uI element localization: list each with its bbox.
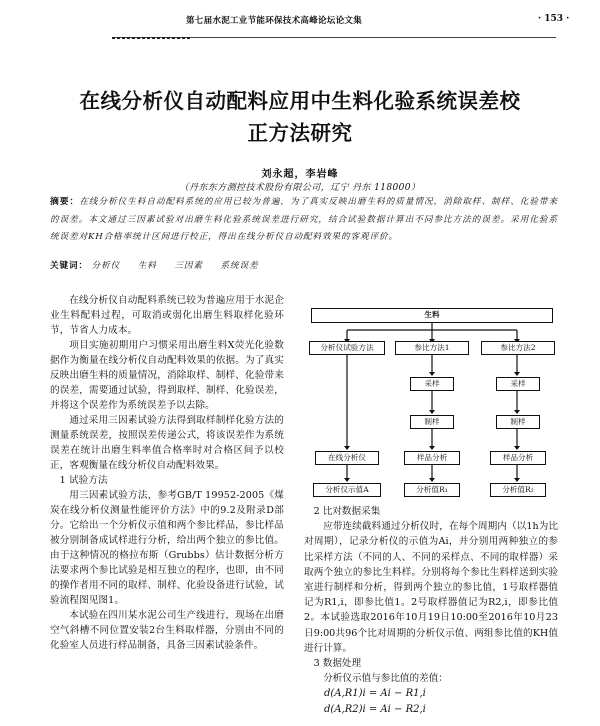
diagram-prep1-box: 制样: [410, 415, 454, 429]
diagram-ref-method2-box: 参比方法2: [481, 341, 555, 355]
diagram-analysis2-box: 样品分析: [490, 451, 546, 465]
section-heading: 3 数据处理: [313, 658, 362, 670]
diagram-analysis1-box: 样品分析: [404, 451, 460, 465]
diagram-analyzer-method-box: 分析仪试验方法: [309, 341, 385, 355]
paper-title-line2: 正方法研究: [247, 121, 353, 145]
keywords-label: 关键词：: [50, 261, 88, 271]
paper-title-line1: 在线分析仪自动配料应用中生料化验系统误差校: [79, 89, 521, 113]
paragraph: 用三因素试验方法，参考GB/T 19952-2005《煤炭在线分析仪测量性能评价方法》中的9.2及附录D部分。它给出一个分析仪示值和两个参比样品，参比样品被分别制备成试样进行分析，给出两个独立的参比值。由于这种情况的格拉布斯（Grubbs）估计数据分析方法要求两个参比试验是相互独立的程序，也即，由不同的操作者用不同的取样、制样、化验设备进行试验，试验流程图见图1。: [50, 490, 284, 606]
left-column: [50, 293, 284, 653]
running-header: 第七届水泥工业节能环保技术高峰论坛论文集: [186, 16, 363, 26]
formula-2: d(A,R2)i = Ai − R2,i: [324, 703, 426, 715]
keywords: [50, 259, 273, 271]
keyword: 生料: [137, 261, 157, 271]
paragraph: 本试验在四川某水泥公司生产线进行，现场在出磨空气斜槽不同位置安装2台生料取样器，分别由不同的化验室人员进行样品制备，具备三因素试验条件。: [50, 610, 284, 651]
diagram-prep2-box: 制样: [496, 415, 540, 429]
keyword: 系统误差: [220, 261, 259, 271]
right-column: [304, 504, 558, 717]
abstract: [50, 194, 558, 247]
diagram-value-r2-box: 分析值R₂: [490, 483, 546, 497]
diagram-sampling1-box: 采样: [410, 377, 454, 391]
section-heading: 1 试验方法: [59, 475, 108, 486]
diagram-value-r1-box: 分析值R₁: [404, 483, 460, 497]
paragraph: 项目实施初期用户习惯采用出磨生料X荧光化验数据作为衡量在线分析仪自动配料效果的依据。为了真实反映出磨生料的质量情况，消除取样、制样、化验带来的误差，需要通过试验，得到取样、制样、化验误差，并将这个误差作为系统误差予以去除。: [50, 340, 284, 411]
paragraph: 分析仪示值与参比值的差值：: [323, 673, 448, 685]
diagram-ref-method1-box: 参比方法1: [395, 341, 469, 355]
formula-1: d(A,R1)i = Ai − R1,i: [324, 688, 426, 700]
keyword: 三因素: [174, 261, 203, 271]
abstract-text: 在线分析仪生料自动配料系统的应用已较为普遍，为了真实反映出磨生料的质量情况，消除取样、制样、化验带来的误差。本文通过三因素试验对出磨生料化验系统误差进行研究，结合试验数据计算出不同参比方法的误差。采用化验系统误差对KH合格率统计区间进行校正，得出在线分析仪自动配料效果的客观评价。: [50, 197, 558, 242]
diagram-sampling2-box: 采样: [496, 377, 540, 391]
authors: 刘永超，李岩峰: [261, 169, 339, 180]
affiliation: （丹东东方测控技术股份有限公司，辽宁 丹东 118000）: [179, 183, 421, 193]
abstract-label: 摘要：: [50, 197, 80, 207]
diagram-raw-meal-box: 生料: [311, 308, 553, 323]
diagram-online-analyzer-box: 在线分析仪: [315, 451, 379, 465]
diagram-analyzer-value-box: 分析仪示值A: [313, 483, 381, 497]
section-heading: 2 比对数据采集: [313, 506, 381, 517]
page-number: · 153 ·: [538, 14, 570, 24]
paragraph: 应带连续截料通过分析仪时，在每个周期内（以1h为比对周期），记录分析仪的示值为Ai，并分别用两种独立的参比采样方法（不同的人、不同的采样点、不同的取样器）采取两个独立的参比生料样。分别将每个参比生料样送到实验室进行制样和分析，得到两个独立的参比值，1号取样器值记为R1,i，即参比值1。2号取样器值记为R2,i，即参比值2。本试验选取2016年10月19日10:00至2016年10月23日9:00共96个比对周期的分析仪示值、两组参比值的KH值进行计算。: [304, 521, 558, 654]
paragraph: 通过采用三因素试验方法得到取样制样化验方法的测量系统误差，按照误差传递公式，将该误差作为系统误差在统计出磨生料率值合格率时对合格区间予以校正，客观衡量在线分析仪自动配料效果。: [50, 415, 284, 471]
test-flow-diagram: [307, 303, 557, 505]
keyword: 分析仪: [91, 261, 121, 271]
paragraph: 在线分析仪自动配料系统已较为普遍应用于水泥企业生料配料过程，可取消或弱化出磨生料取样化验环节，节省人力成本。: [50, 295, 284, 336]
header-rule-accent: [112, 37, 192, 39]
diagram-connectors: [307, 303, 557, 505]
